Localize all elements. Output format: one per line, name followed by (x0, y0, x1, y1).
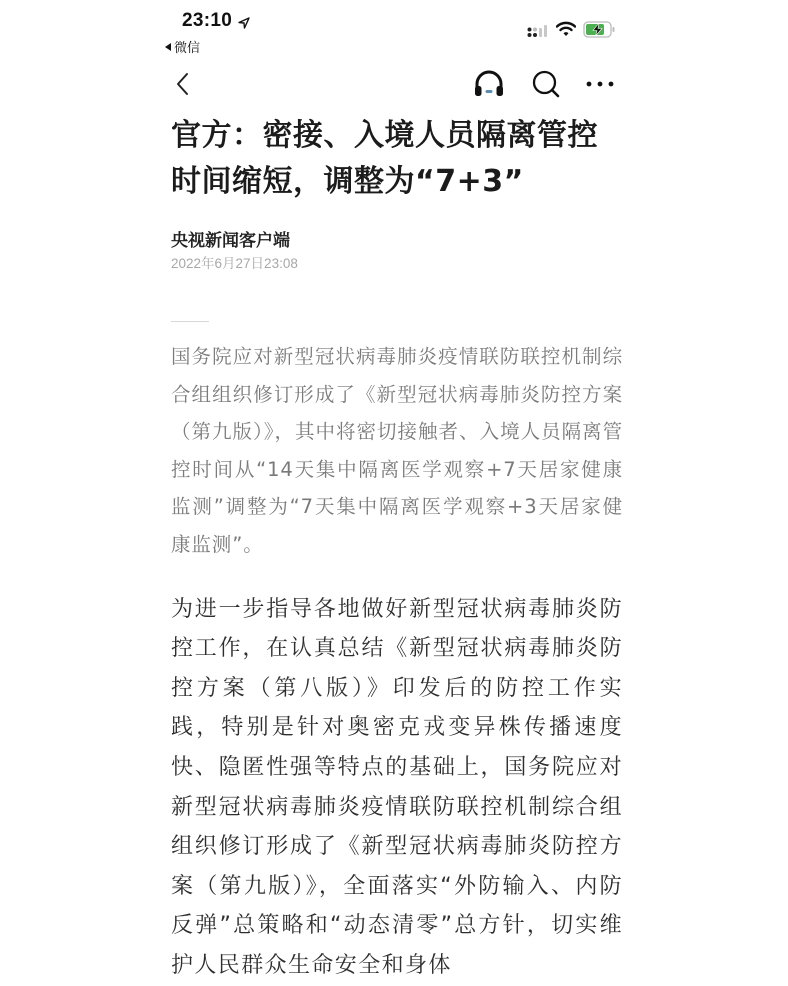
article-source[interactable]: 央视新闻客户端 (171, 231, 290, 251)
location-arrow-icon (238, 14, 250, 26)
article-title: 官方：密接、入境人员隔离管控时间缩短，调整为“7+3” (171, 118, 598, 199)
status-time: 23:10 (182, 10, 233, 31)
divider (171, 321, 209, 322)
headphones-icon[interactable] (473, 69, 505, 99)
back-to-app-label: 微信 (174, 41, 201, 56)
status-bar (0, 0, 788, 58)
battery-charging-icon (583, 21, 615, 38)
wifi-icon (556, 21, 576, 37)
publish-date: 2022年6月27日23:08 (171, 256, 298, 271)
lead-paragraph: 国务院应对新型冠状病毒肺炎疫情联防联控机制综合组组织修订形成了《新型冠状病毒肺炎防控方案（第九版）》，其中将密切接触者、入境人员隔离管控时间从“14天集中隔离医学观察+7天居家健康监测”调整为“7天集中隔离医学观察+3天居家健康监测”。 (171, 345, 623, 556)
body-paragraph: 为进一步指导各地做好新型冠状病毒肺炎防控工作，在认真总结《新型冠状病毒肺炎防控方案（第八版）》印发后的防控工作实践，特别是针对奥密克戎变异株传播速度快、隐匿性强等特点的基础上，国务院应对新型冠状病毒肺炎疫情联防联控机制综合组组织修订形成了《新型冠状病毒肺炎防控方案（第九版）》，全面落实“外防输入、内防反弹”总策略和“动态清零”总方针，切实维护人民群众生命安全和身体 (171, 596, 623, 978)
article (171, 113, 623, 986)
back-triangle-icon (165, 43, 171, 51)
more-dots-icon[interactable] (585, 74, 615, 94)
back-to-app-button[interactable] (165, 37, 200, 56)
search-icon[interactable] (531, 69, 561, 99)
nav-bar (0, 60, 788, 108)
chevron-left-icon[interactable] (172, 70, 194, 98)
cellular-signal-icon (527, 23, 549, 37)
